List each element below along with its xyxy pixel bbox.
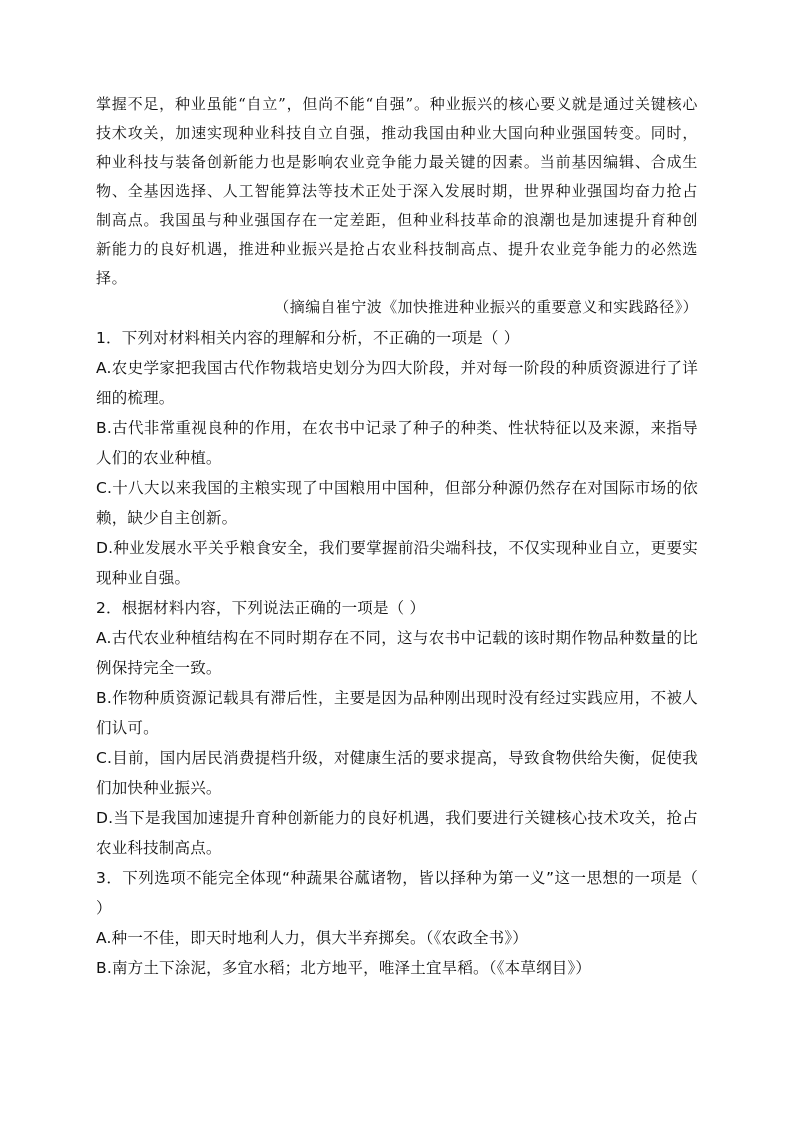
question-1	[96, 323, 698, 593]
option-a: A.种一不佳，即天时地利人力，俱大半弃掷矣。（《农政全书》）	[96, 929, 529, 947]
passage-source: （摘编自崔宁波《加快推进种业振兴的重要意义和实践路径》）	[274, 298, 698, 316]
option-c: C.十八大以来我国的主粮实现了中国粮用中国种，但部分种源仍然存在对国际市场的依赖，缺少自主创新。	[96, 479, 698, 527]
question-3	[96, 863, 698, 983]
question-stem: 2．根据材料内容，下列说法正确的一项是（ ）	[96, 599, 426, 617]
question-stem: 1．下列对材料相关内容的理解和分析，不正确的一项是（ ）	[96, 329, 520, 347]
option-d: D.种业发展水平关乎粮食安全，我们要掌握前沿尖端科技，不仅实现种业自立，更要实现种业自强。	[96, 539, 698, 587]
option-c: C.目前，国内居民消费提档升级，对健康生活的要求提高，导致食物供给失衡，促使我们加快种业振兴。	[96, 749, 698, 797]
option-a: A.古代农业种植结构在不同时期存在不同，这与农书中记载的该时期作物品种数量的比例保持完全一致。	[96, 629, 698, 677]
question-2	[96, 593, 698, 863]
option-d: D.当下是我国加速提升育种创新能力的良好机遇，我们要进行关键核心技术攻关，抢占农业科技制高点。	[96, 809, 698, 857]
option-a: A.农史学家把我国古代作物栽培史划分为四大阶段，并对每一阶段的种质资源进行了详细的梳理。	[96, 359, 698, 407]
option-b: B.作物种质资源记载具有滞后性，主要是因为品种刚出现时没有经过实践应用，不被人们认可。	[96, 689, 698, 737]
question-stem: 3．下列选项不能完全体现“种蔬果谷蓏诸物，皆以择种为第一义”这一思想的一项是（ ）	[96, 869, 698, 917]
option-b: B.古代非常重视良种的作用，在农书中记录了种子的种类、性状特征以及来源，来指导人们的农业种植。	[96, 419, 698, 467]
option-b: B.南方土下涂泥，多宜水稻；北方地平，唯泽土宜旱稻。（《本草纲目》）	[96, 959, 592, 977]
passage-text: 掌握不足，种业虽能“自立”，但尚不能“自强”。种业振兴的核心要义就是通过关键核心技术攻关，加速实现种业科技自立自强，推动我国由种业大国向种业强国转变。同时，种业科技与装备创新能力也是影响农业竞争能力最关键的因素。当前基因编辑、合成生物、全基因选择、人工智能算法等技术正处于深入发展时期，世界种业强国均奋力抢占制高点。我国虽与种业强国存在一定差距，但种业科技革命的浪潮也是加速提升育种创新能力的良好机遇，推进种业振兴是抢占农业科技制高点、提升农业竞争能力的必然选择。	[96, 95, 698, 287]
